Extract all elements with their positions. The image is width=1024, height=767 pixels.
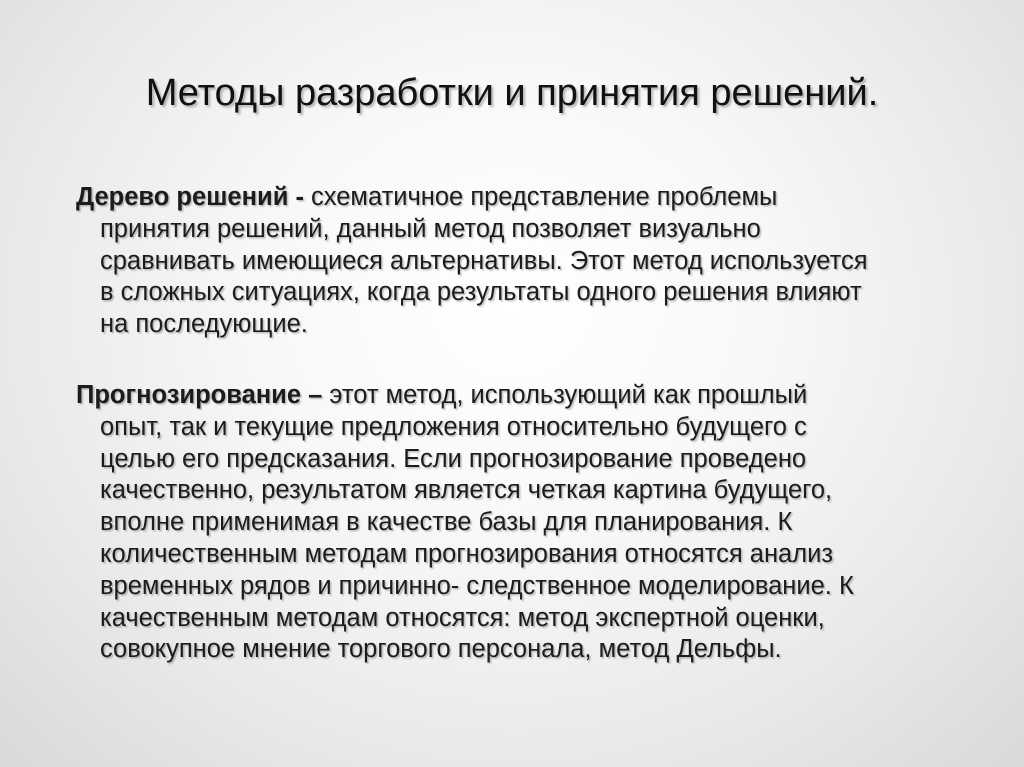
paragraph-line: вполне применимая в качестве базы для планирования. К [100, 508, 793, 537]
paragraph-forecasting [76, 380, 976, 666]
paragraph-line: на последующие. [100, 310, 308, 339]
term-forecasting: Прогнозирование – [76, 381, 330, 409]
paragraph-line [76, 182, 976, 214]
paragraph-line: опыт, так и текущие предложения относительно будущего с [100, 412, 807, 441]
paragraph-line: в сложных ситуациях, когда результаты одного решения влияют [100, 278, 862, 307]
paragraph-line: совокупное мнение торгового персонала, метод Дельфы. [100, 635, 782, 664]
paragraph-line: сравнивать имеющиеся альтернативы. Этот метод используется [100, 246, 868, 275]
definition-text: схематичное представление проблемы [311, 183, 778, 211]
paragraph-decision-tree [76, 182, 976, 341]
paragraph-line: целью его предсказания. Если прогнозирование проведено [100, 444, 807, 473]
term-decision-tree: Дерево решений - [76, 183, 312, 211]
paragraph-line: количественным методам прогнозирования относятся анализ [100, 539, 834, 568]
slide-title: Методы разработки и принятия решений. [145, 72, 879, 114]
paragraph-line: временных рядов и причинно- следственное моделирование. К [100, 571, 854, 600]
paragraph-line [76, 380, 976, 412]
paragraph-line: качественным методам относятся: метод экспертной оценки, [100, 603, 825, 632]
definition-text: этот метод, использующий как прошлый [329, 381, 808, 409]
paragraph-line: принятия решений, данный метод позволяет визуально [100, 214, 761, 243]
paragraph-line: качественно, результатом является четкая картина будущего, [100, 476, 833, 505]
